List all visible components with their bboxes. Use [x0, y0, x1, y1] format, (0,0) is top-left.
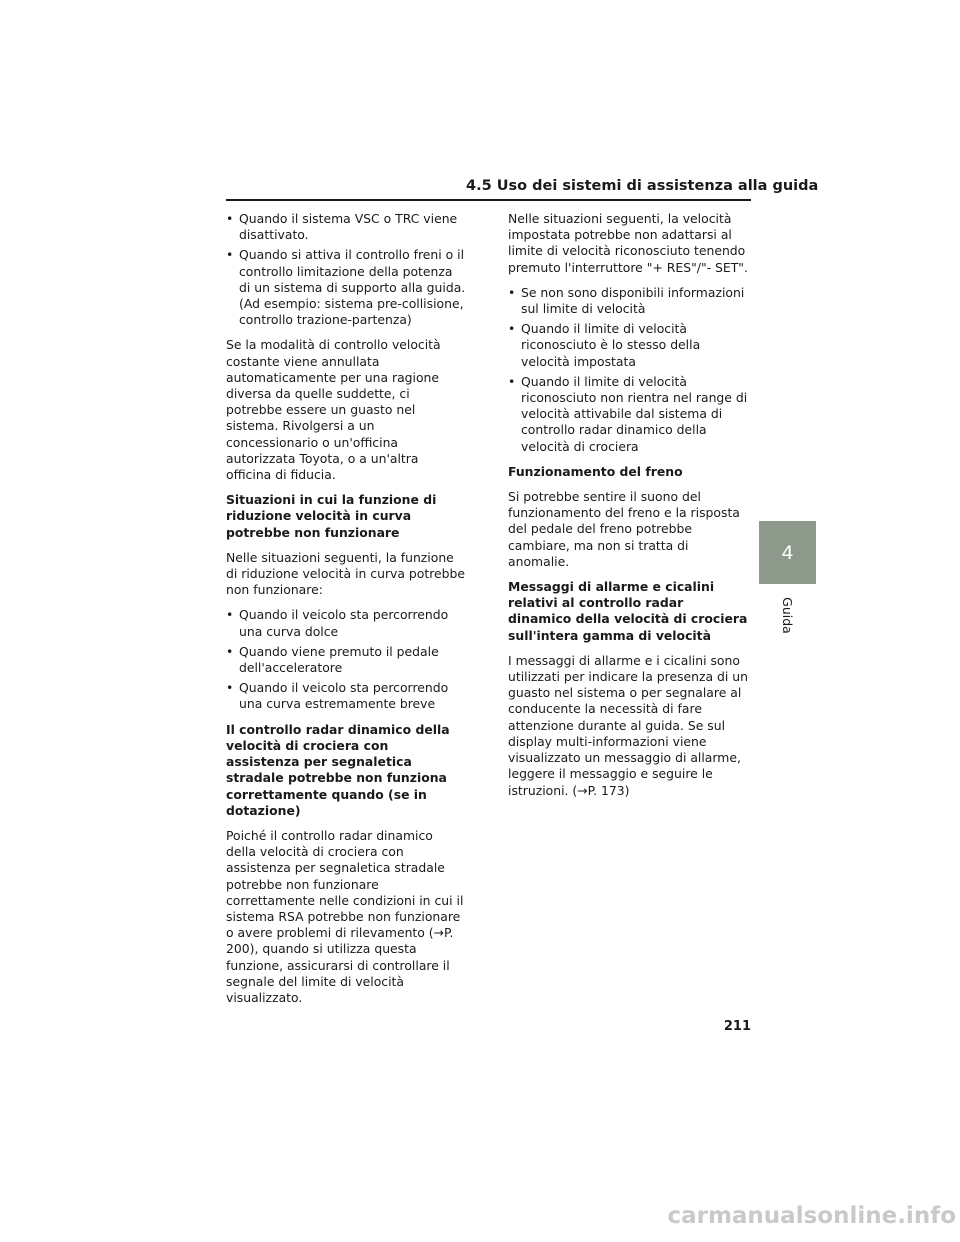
bullet-list — [226, 211, 466, 328]
list-item: • Se non sono disponibili informazioni sul limite di velocità — [508, 285, 748, 317]
paragraph: Se la modalità di controllo velocità costante viene annullata automaticamente per una ragione diversa da quelle suddette, ci potrebbe essere un guasto nel sistema. Rivolgersi a un concessionario o un'officina autorizzata Toyota, o a un'altra officina di fiducia. — [226, 337, 441, 483]
paragraph: Poiché il controllo radar dinamico della velocità di crociera con assistenza per segnaletica stradale potrebbe non funzionare correttamente nelle condizioni in cui il sistema RSA potrebbe non funzionare o avere problemi di rilevamento (→P. 200), quando si utilizza questa funzione, assicurarsi di controllare il segnale del limite di velocità visualizzato. — [226, 827, 464, 1005]
list-item: • Quando si attiva il controllo freni o il controllo limitazione della potenza di un sistema di supporto alla guida. (Ad esempio: sistema pre-collisione, controllo trazione-partenza) — [226, 247, 466, 328]
watermark: carmanualsonline.info — [667, 1203, 956, 1229]
bullet-list — [226, 607, 466, 712]
list-item: • Quando il limite di velocità riconosciuto è lo stesso della velocità impostata — [508, 321, 748, 370]
subheading: Il controllo radar dinamico della velocità di crociera con assistenza per segnaletica stradale potrebbe non funziona correttamente quando (se in dotazione) — [226, 721, 450, 818]
subheading: Messaggi di allarme e cicalini relativi al controllo radar dinamico della velocità di crociera sull'intera gamma di velocità — [508, 579, 748, 643]
bullet-list — [508, 285, 748, 455]
subheading: Funzionamento del freno — [508, 463, 683, 479]
chapter-number: 4 — [781, 541, 794, 564]
list-item: • Quando il veicolo sta percorrendo una curva dolce — [226, 607, 466, 639]
chapter-label: Guida — [780, 596, 795, 634]
paragraph: Nelle situazioni seguenti, la funzione di riduzione velocità in curva potrebbe non funzionare: — [226, 549, 466, 598]
chapter-tab[interactable] — [759, 521, 816, 584]
subheading: Situazioni in cui la funzione di riduzione velocità in curva potrebbe non funzionare — [226, 492, 437, 540]
paragraph: I messaggi di allarme e i cicalini sono utilizzati per indicare la presenza di un guasto nel sistema o per segnalare al conducente la necessità di fare attenzione durante al guida. Se sul display multi-informazioni viene visualizzato un messaggio di allarme, leggere il messaggio e seguire le istruzioni. (→P. 173) — [508, 652, 748, 798]
right-column — [508, 211, 748, 808]
paragraph: Si potrebbe sentire il suono del funzionamento del freno e la risposta del pedale del freno potrebbe cambiare, ma non si tratta di anomalie. — [508, 489, 740, 569]
chapter-label-wrap — [759, 590, 816, 640]
page-number: 211 — [723, 1019, 751, 1034]
list-item: • Quando il sistema VSC o TRC viene disattivato. — [226, 211, 466, 243]
section-header: 4.5 Uso dei sistemi di assistenza alla guida — [466, 178, 819, 194]
list-item: • Quando il limite di velocità riconosciuto non rientra nel range di velocità attivabile dal sistema di controllo radar dinamico della velocità di crociera — [508, 374, 748, 455]
left-column — [226, 211, 466, 1015]
list-item: • Quando viene premuto il pedale dell'acceleratore — [226, 644, 466, 676]
list-item: • Quando il veicolo sta percorrendo una curva estremamente breve — [226, 680, 466, 712]
paragraph: Nelle situazioni seguenti, la velocità impostata potrebbe non adattarsi al limite di velocità riconosciuto tenendo premuto l'interruttore "+ RES"/"- SET". — [508, 211, 748, 275]
header-rule — [226, 199, 751, 201]
